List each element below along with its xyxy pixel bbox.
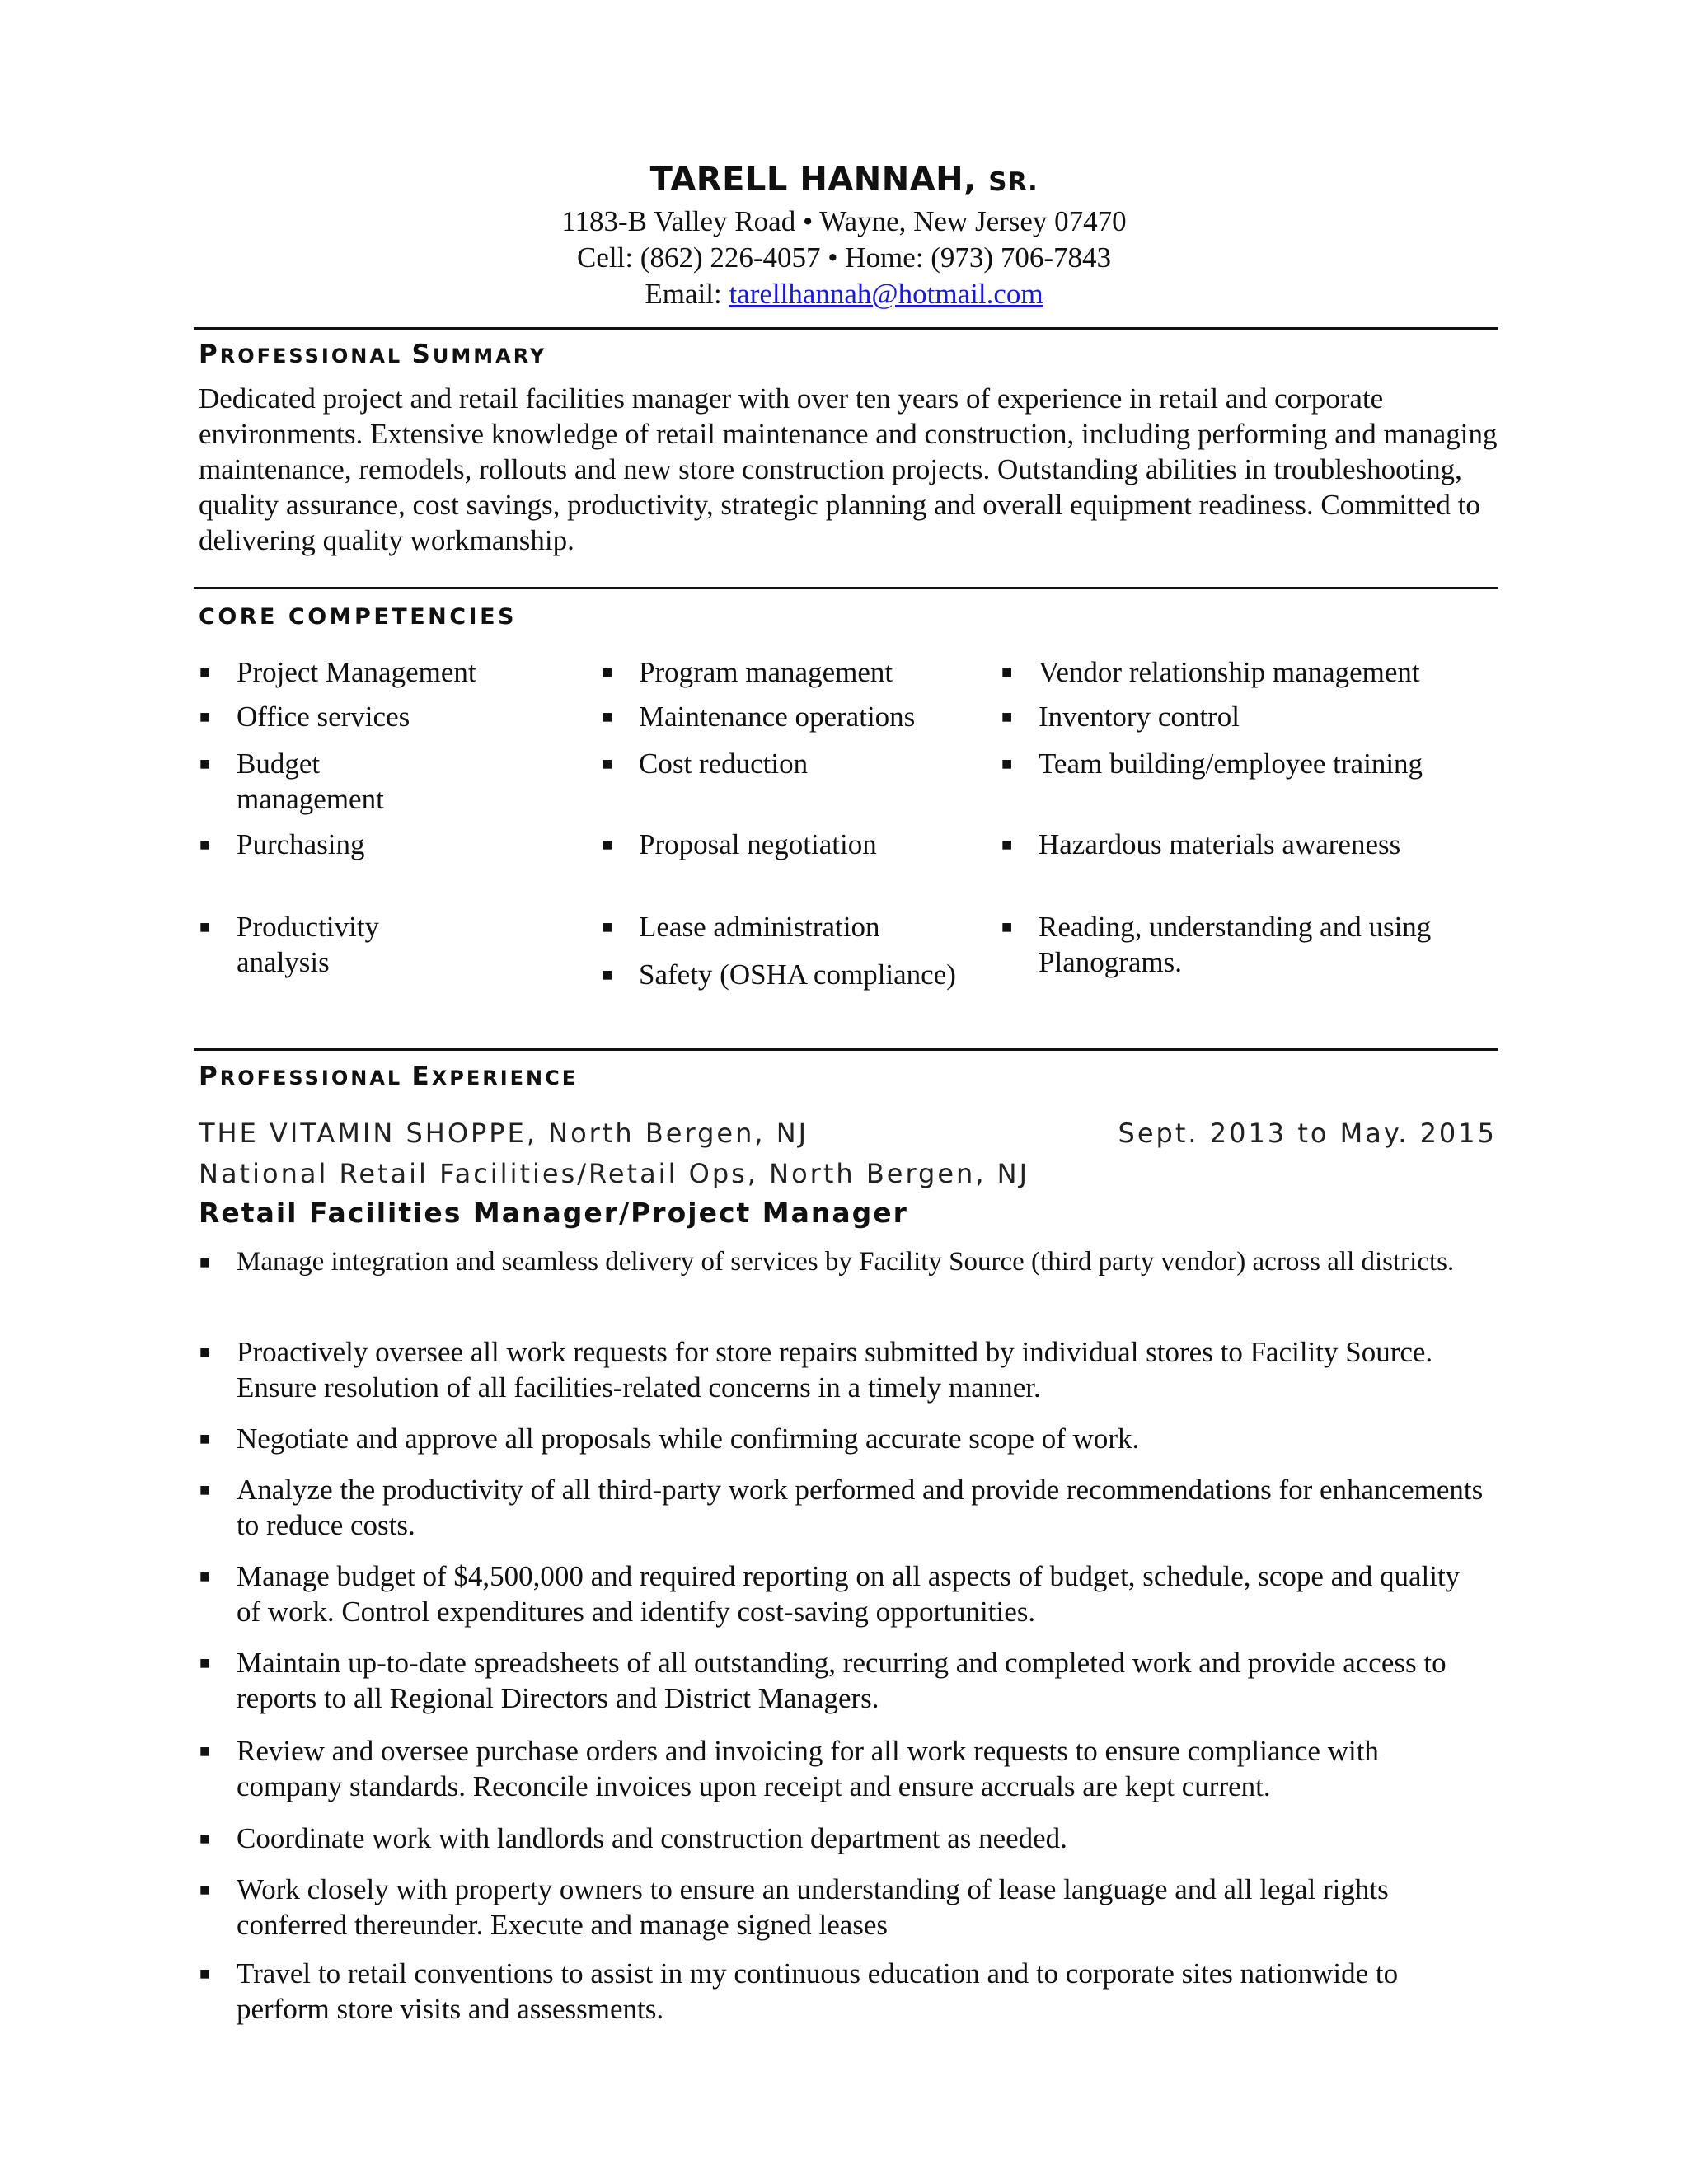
- bullet-icon: ■: [199, 1252, 211, 1272]
- bullet-icon: ■: [199, 1479, 211, 1500]
- heading-initial: P: [199, 1062, 220, 1091]
- experience-bullet: ■ Negotiate and approve all proposals while confirming accurate scope of work.: [199, 1422, 1140, 1455]
- heading-rest: ROFESSIONAL: [219, 344, 412, 368]
- company-line: THE VITAMIN SHOPPE, North Bergen, NJ: [199, 1118, 809, 1149]
- bullet-icon: ■: [199, 1963, 211, 1984]
- bullet-icon: ■: [602, 662, 613, 682]
- experience-bullet: ■ Proactively oversee all work requests for store repairs submitted by individual stores to Facility Source. Ensure resolution of all facilities-related concerns in a timely manner.: [199, 1336, 1433, 1404]
- competency-item: ■ Safety (OSHA compliance): [602, 958, 956, 991]
- heading-initial: S: [411, 340, 433, 369]
- competency-item: ■ Inventory control: [1001, 701, 1240, 733]
- experience-bullet: ■ Coordinate work with landlords and construction department as needed.: [199, 1822, 1067, 1854]
- job-title: Retail Facilities Manager/Project Manager: [199, 1197, 908, 1229]
- bullet-icon: ■: [199, 1566, 211, 1586]
- experience-bullet: ■ Work closely with property owners to ensure an understanding of lease language and all legal rights conferred thereunder. Execute and manage signed leases: [199, 1873, 1389, 1941]
- division-line: National Retail Facilities/Retail Ops, North Bergen, NJ: [199, 1158, 1030, 1189]
- bullet-icon: ■: [602, 753, 613, 774]
- competency-item: ■ Proposal negotiation: [602, 828, 877, 860]
- address-line: 1183-B Valley Road • Wayne, New Jersey 07470: [561, 205, 1127, 237]
- competency-item: ■ Program management: [602, 656, 893, 688]
- heading-rest: XPERIENCE: [431, 1066, 579, 1090]
- bullet-icon: ■: [199, 1428, 211, 1449]
- heading-rest: UMMARY: [432, 344, 547, 368]
- bullet-icon: ■: [199, 1828, 211, 1849]
- bullet-icon: ■: [199, 662, 211, 682]
- bullet-icon: ■: [1001, 834, 1013, 855]
- competency-item: ■ Office services: [199, 701, 410, 733]
- experience-bullet: ■ Manage budget of $4,500,000 and required reporting on all aspects of budget, schedule, scope and quality of work. Control expenditures and identify cost-saving opportunities.: [199, 1560, 1461, 1628]
- competency-item: ■ Team building/employee training: [1001, 748, 1423, 780]
- bullet-icon: ■: [199, 706, 211, 727]
- email-label: Email:: [645, 278, 729, 310]
- section-divider: [194, 1048, 1498, 1051]
- name-text: TARELL HANNAH,: [649, 161, 977, 199]
- bullet-icon: ■: [199, 753, 211, 774]
- bullet-icon: ■: [602, 834, 613, 855]
- phone-line: Cell: (862) 226-4057 • Home: (973) 706-7843: [577, 241, 1111, 274]
- bullet-icon: ■: [1001, 753, 1013, 774]
- employment-dates: Sept. 2013 to May. 2015: [1118, 1118, 1497, 1149]
- experience-bullet: ■ Maintain up-to-date spreadsheets of all outstanding, recurring and completed work and provide access to reports to all Regional Directors and District Managers.: [199, 1647, 1447, 1714]
- competency-item: ■ Budget management: [199, 748, 384, 815]
- competency-item: ■ Project Management: [199, 656, 476, 688]
- competency-item: ■ Purchasing: [199, 828, 365, 860]
- competency-item: ■ Productivity analysis: [199, 911, 380, 978]
- bullet-icon: ■: [199, 1342, 211, 1362]
- section-divider: [194, 327, 1498, 330]
- experience-heading: [199, 1062, 578, 1091]
- competency-item: ■ Vendor relationship management: [1001, 656, 1420, 688]
- heading-rest: ROFESSIONAL: [219, 1066, 412, 1090]
- competency-item: ■ Lease administration: [602, 911, 880, 943]
- bullet-icon: ■: [199, 834, 211, 855]
- competencies-heading: CORE COMPETENCIES: [199, 604, 517, 630]
- heading-initial: P: [199, 340, 220, 369]
- candidate-name: [0, 161, 1688, 199]
- competency-item: ■ Cost reduction: [602, 748, 809, 780]
- competency-item: ■ Hazardous materials awareness: [1001, 828, 1401, 860]
- competency-item: ■ Maintenance operations: [602, 701, 916, 733]
- competency-item: ■ Reading, understanding and using Planograms.: [1001, 911, 1432, 978]
- bullet-icon: ■: [199, 1879, 211, 1900]
- name-suffix: SR.: [988, 167, 1039, 197]
- bullet-icon: ■: [1001, 706, 1013, 727]
- section-divider: [194, 587, 1498, 589]
- bullet-icon: ■: [602, 706, 613, 727]
- bullet-icon: ■: [602, 964, 613, 985]
- email-link[interactable]: tarellhannah@hotmail.com: [729, 278, 1043, 310]
- summary-heading: [199, 340, 546, 369]
- bullet-icon: ■: [1001, 662, 1013, 682]
- bullet-icon: ■: [602, 916, 613, 937]
- bullet-icon: ■: [199, 1652, 211, 1673]
- experience-bullet: ■ Travel to retail conventions to assist in my continuous education and to corporate sites nationwide to perform store visits and assessments.: [199, 1957, 1399, 2025]
- summary-text: Dedicated project and retail facilities manager with over ten years of experience in retail and corporate environments. Extensive knowledge of retail maintenance and construction, including performing and managing maintenance, remodels, rollouts and new store construction projects. Outstanding abilities in troubleshooting, quality assurance, cost savings, productivity, strategic planning and overall equipment readiness. Committed to delivering quality workmanship.: [199, 382, 1498, 556]
- experience-bullet: ■ Review and oversee purchase orders and invoicing for all work requests to ensure compliance with company standards. Reconcile invoices upon receipt and ensure accruals are kept current.: [199, 1735, 1379, 1802]
- email-line: [0, 276, 1688, 312]
- bullet-icon: ■: [1001, 916, 1013, 937]
- bullet-icon: ■: [199, 916, 211, 937]
- experience-bullet: ■ Analyze the productivity of all third-party work performed and provide recommendations for enhancements to reduce costs.: [199, 1474, 1484, 1541]
- experience-bullet: ■ Manage integration and seamless delivery of services by Facility Source (third party vendor) across all districts.: [237, 1244, 1489, 1280]
- heading-initial: E: [411, 1062, 432, 1091]
- bullet-icon: ■: [199, 1741, 211, 1761]
